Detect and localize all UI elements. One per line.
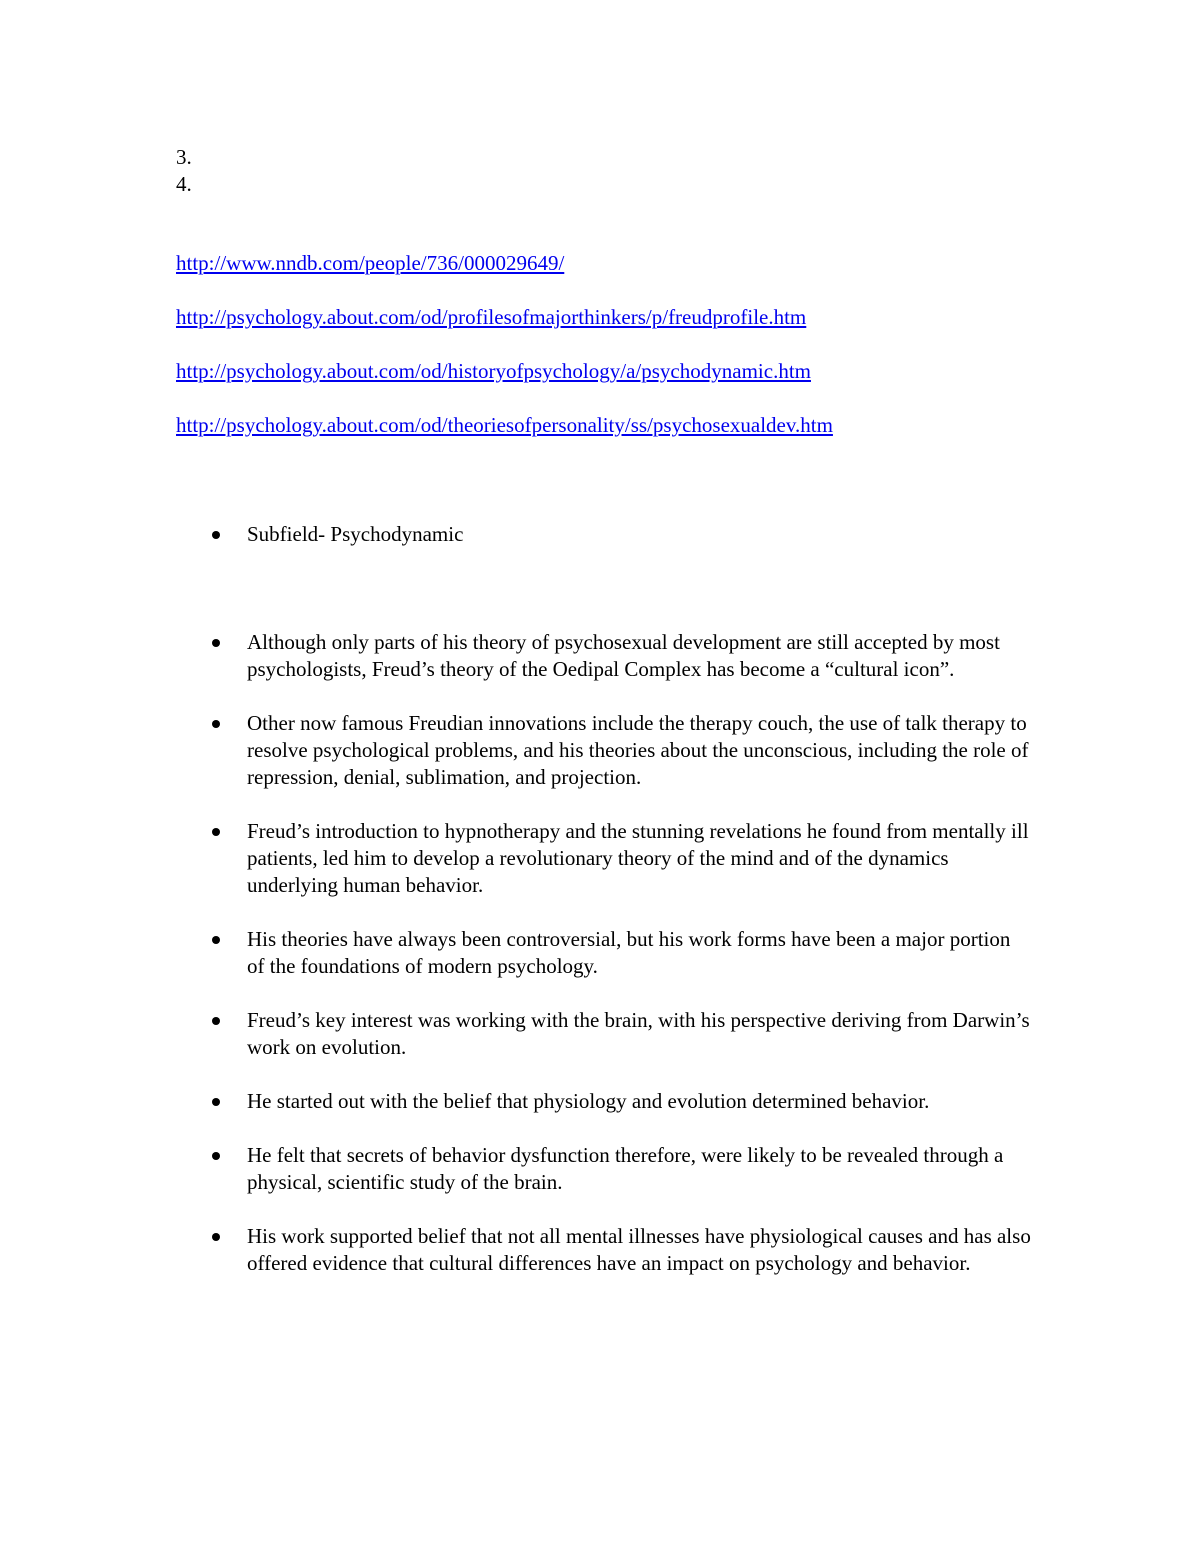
bullet-text: Other now famous Freudian innovations include the therapy couch, the use of talk therapy to resolve psychological problems, and his theories about the unconscious, including the role of repression, denial, sublimation, and projection. [247,711,1029,789]
bullet-list [212,629,1032,1304]
bullet-item [212,818,1032,899]
bullet-icon [212,1098,220,1106]
bullet-text: Freud’s introduction to hypnotherapy and the stunning revelations he found from mentally ill patients, led him to develop a revolutionary theory of the mind and of the dynamics underlying human behavior. [247,819,1029,897]
bullet-item [212,1142,1032,1196]
reference-link[interactable]: http://psychology.about.com/od/profilesofmajorthinkers/p/freudprofile.htm [176,305,807,329]
bullet-item [212,926,1032,980]
bullet-icon [212,828,220,836]
bullet-item [212,1007,1032,1061]
bullet-item [212,710,1032,791]
bullet-icon [212,531,220,539]
bullet-icon [212,1017,220,1025]
list-number: 4. [176,172,192,196]
bullet-item [212,629,1032,683]
bullet-icon [212,639,220,647]
subfield-item [212,521,1067,548]
bullet-text: His theories have always been controversial, but his work forms have been a major portion of the foundations of modern psychology. [247,927,1011,978]
reference-link[interactable]: http://psychology.about.com/od/theoriesofpersonality/ss/psychosexualdev.htm [176,413,833,437]
reference-link[interactable]: http://www.nndb.com/people/736/000029649/ [176,251,565,275]
bullet-icon [212,936,220,944]
bullet-text: He felt that secrets of behavior dysfunction therefore, were likely to be revealed through a physical, scientific study of the brain. [247,1143,1004,1194]
bullet-icon [212,720,220,728]
subfield-text: Subfield- Psychodynamic [247,522,464,546]
bullet-text: Freud’s key interest was working with the brain, with his perspective deriving from Darwin’s work on evolution. [247,1008,1030,1059]
numbered-list [176,144,192,198]
bullet-item [212,1088,1032,1115]
bullet-text: Although only parts of his theory of psychosexual development are still accepted by most psychologists, Freud’s theory of the Oedipal Complex has become a “cultural icon”. [247,630,1000,681]
bullet-text: He started out with the belief that physiology and evolution determined behavior. [247,1089,930,1113]
bullet-text: His work supported belief that not all mental illnesses have physiological causes and has also offered evidence that cultural differences have an impact on psychology and behavior. [247,1224,1031,1275]
bullet-icon [212,1152,220,1160]
reference-links [176,250,833,466]
bullet-icon [212,1233,220,1241]
reference-link[interactable]: http://psychology.about.com/od/historyofpsychology/a/psychodynamic.htm [176,359,811,383]
list-number: 3. [176,145,192,169]
bullet-item [212,1223,1032,1277]
